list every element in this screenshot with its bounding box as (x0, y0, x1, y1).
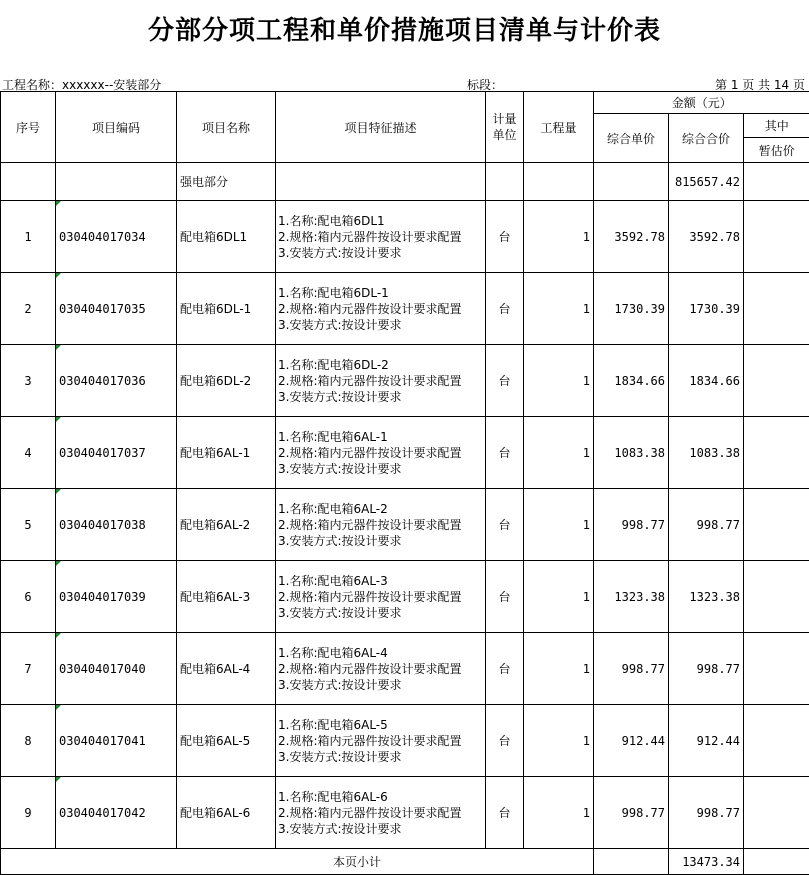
header-seq: 序号 (1, 92, 56, 163)
section-name: 强电部分 (177, 163, 276, 201)
row-unit: 台 (486, 273, 524, 345)
row-desc-line: 1.名称:配电箱6DL1 (278, 213, 485, 229)
row-desc-line: 1.名称:配电箱6AL-1 (278, 429, 485, 445)
page-title: 分部分项工程和单价措施项目清单与计价表 (0, 10, 809, 47)
row-unit-price: 1730.39 (594, 273, 669, 345)
row-unit: 台 (486, 777, 524, 849)
section-row (1, 163, 809, 201)
row-seq: 7 (1, 633, 56, 705)
row-name: 配电箱6AL-2 (177, 489, 276, 561)
table-row (1, 417, 809, 489)
row-unit-price: 998.77 (594, 777, 669, 849)
row-provisional (744, 417, 809, 489)
section-qty (524, 163, 594, 201)
row-desc-line: 1.名称:配电箱6AL-2 (278, 501, 485, 517)
row-qty: 1 (524, 705, 594, 777)
row-total: 1323.38 (669, 561, 744, 633)
row-desc-line: 2.规格:箱内元器件按设计要求配置 (278, 805, 485, 821)
row-seq: 3 (1, 345, 56, 417)
row-total: 998.77 (669, 633, 744, 705)
row-desc-line: 3.安装方式:按设计要求 (278, 245, 485, 261)
row-seq: 9 (1, 777, 56, 849)
subtotal-total: 13473.34 (669, 849, 744, 875)
row-desc-line: 1.名称:配电箱6AL-3 (278, 573, 485, 589)
table-row (1, 633, 809, 705)
row-name: 配电箱6DL1 (177, 201, 276, 273)
section-total: 815657.42 (669, 163, 744, 201)
header-amount: 金额（元） (594, 92, 809, 114)
header-of-which: 其中 (744, 114, 809, 138)
row-desc-line: 2.规格:箱内元器件按设计要求配置 (278, 301, 485, 317)
row-desc-line: 2.规格:箱内元器件按设计要求配置 (278, 373, 485, 389)
row-name: 配电箱6DL-1 (177, 273, 276, 345)
row-provisional (744, 777, 809, 849)
table-row (1, 561, 809, 633)
row-desc (276, 561, 486, 633)
row-desc-line: 2.规格:箱内元器件按设计要求配置 (278, 229, 485, 245)
header-total-price: 综合合价 (669, 114, 744, 163)
header-unit: 计量 单位 (486, 92, 524, 163)
row-qty: 1 (524, 777, 594, 849)
header-name: 项目名称 (177, 92, 276, 163)
row-unit-price: 998.77 (594, 633, 669, 705)
row-code: 030404017040 (56, 633, 177, 705)
table-row (1, 273, 809, 345)
table-row (1, 345, 809, 417)
row-name: 配电箱6AL-4 (177, 633, 276, 705)
row-seq: 5 (1, 489, 56, 561)
row-desc (276, 633, 486, 705)
header-unit-price: 综合单价 (594, 114, 669, 163)
section-unit (486, 163, 524, 201)
row-unit: 台 (486, 489, 524, 561)
page-indicator: 第 1 页 共 14 页 (715, 76, 805, 93)
row-total: 3592.78 (669, 201, 744, 273)
row-code: 030404017042 (56, 777, 177, 849)
row-qty: 1 (524, 345, 594, 417)
row-desc (276, 417, 486, 489)
row-unit: 台 (486, 561, 524, 633)
row-name: 配电箱6AL-1 (177, 417, 276, 489)
row-desc (276, 705, 486, 777)
row-desc-line: 1.名称:配电箱6DL-1 (278, 285, 485, 301)
row-provisional (744, 489, 809, 561)
section-provisional (744, 163, 809, 201)
row-qty: 1 (524, 201, 594, 273)
header-row-1 (1, 92, 809, 114)
row-total: 1730.39 (669, 273, 744, 345)
row-unit: 台 (486, 345, 524, 417)
row-code: 030404017035 (56, 273, 177, 345)
table-row (1, 489, 809, 561)
row-qty: 1 (524, 633, 594, 705)
row-desc (276, 489, 486, 561)
header-qty: 工程量 (524, 92, 594, 163)
row-total: 998.77 (669, 777, 744, 849)
row-unit: 台 (486, 705, 524, 777)
row-desc-line: 3.安装方式:按设计要求 (278, 749, 485, 765)
row-code: 030404017041 (56, 705, 177, 777)
row-desc-line: 3.安装方式:按设计要求 (278, 317, 485, 333)
row-desc-line: 1.名称:配电箱6AL-5 (278, 717, 485, 733)
row-total: 912.44 (669, 705, 744, 777)
row-code: 030404017036 (56, 345, 177, 417)
row-unit-price: 3592.78 (594, 201, 669, 273)
subtotal-unit-price (594, 849, 669, 875)
row-unit: 台 (486, 201, 524, 273)
row-desc (276, 777, 486, 849)
row-qty: 1 (524, 273, 594, 345)
row-seq: 2 (1, 273, 56, 345)
section-code (56, 163, 177, 201)
table-row (1, 705, 809, 777)
row-seq: 1 (1, 201, 56, 273)
row-name: 配电箱6AL-3 (177, 561, 276, 633)
row-unit-price: 1083.38 (594, 417, 669, 489)
row-unit-price: 1323.38 (594, 561, 669, 633)
row-name: 配电箱6DL-2 (177, 345, 276, 417)
row-seq: 8 (1, 705, 56, 777)
row-code: 030404017034 (56, 201, 177, 273)
row-desc-line: 2.规格:箱内元器件按设计要求配置 (278, 445, 485, 461)
row-unit-price: 998.77 (594, 489, 669, 561)
row-desc-line: 3.安装方式:按设计要求 (278, 389, 485, 405)
header-desc: 项目特征描述 (276, 92, 486, 163)
row-total: 1834.66 (669, 345, 744, 417)
row-desc-line: 3.安装方式:按设计要求 (278, 533, 485, 549)
row-provisional (744, 633, 809, 705)
row-code: 030404017038 (56, 489, 177, 561)
row-name: 配电箱6AL-6 (177, 777, 276, 849)
table-row (1, 201, 809, 273)
project-name: 工程名称：xxxxxx--安装部分 (2, 76, 161, 93)
row-desc-line: 2.规格:箱内元器件按设计要求配置 (278, 589, 485, 605)
table-row (1, 777, 809, 849)
row-code: 030404017039 (56, 561, 177, 633)
bill-of-quantities-table (0, 91, 809, 875)
row-total: 998.77 (669, 489, 744, 561)
header-provisional: 暂估价 (744, 138, 809, 163)
row-unit-price: 1834.66 (594, 345, 669, 417)
section-label: 标段： (467, 76, 503, 93)
row-qty: 1 (524, 417, 594, 489)
section-desc (276, 163, 486, 201)
row-total: 1083.38 (669, 417, 744, 489)
row-desc-line: 3.安装方式:按设计要求 (278, 461, 485, 477)
row-provisional (744, 345, 809, 417)
subtotal-row (1, 849, 809, 875)
row-unit: 台 (486, 417, 524, 489)
row-desc-line: 1.名称:配电箱6AL-6 (278, 789, 485, 805)
row-desc-line: 3.安装方式:按设计要求 (278, 605, 485, 621)
row-desc (276, 273, 486, 345)
row-code: 030404017037 (56, 417, 177, 489)
row-provisional (744, 201, 809, 273)
row-desc-line: 1.名称:配电箱6DL-2 (278, 357, 485, 373)
row-provisional (744, 705, 809, 777)
subtotal-provisional (744, 849, 809, 875)
row-desc-line: 2.规格:箱内元器件按设计要求配置 (278, 733, 485, 749)
row-seq: 4 (1, 417, 56, 489)
row-desc-line: 2.规格:箱内元器件按设计要求配置 (278, 517, 485, 533)
row-name: 配电箱6AL-5 (177, 705, 276, 777)
row-qty: 1 (524, 489, 594, 561)
row-desc-line: 3.安装方式:按设计要求 (278, 821, 485, 837)
row-desc (276, 345, 486, 417)
row-provisional (744, 561, 809, 633)
subtotal-label: 本页小计 (1, 849, 594, 875)
row-desc-line: 2.规格:箱内元器件按设计要求配置 (278, 661, 485, 677)
row-unit: 台 (486, 633, 524, 705)
row-desc (276, 201, 486, 273)
row-provisional (744, 273, 809, 345)
section-unit-price (594, 163, 669, 201)
row-unit-price: 912.44 (594, 705, 669, 777)
row-qty: 1 (524, 561, 594, 633)
header-code: 项目编码 (56, 92, 177, 163)
row-desc-line: 3.安装方式:按设计要求 (278, 677, 485, 693)
row-desc-line: 1.名称:配电箱6AL-4 (278, 645, 485, 661)
section-seq (1, 163, 56, 201)
row-seq: 6 (1, 561, 56, 633)
